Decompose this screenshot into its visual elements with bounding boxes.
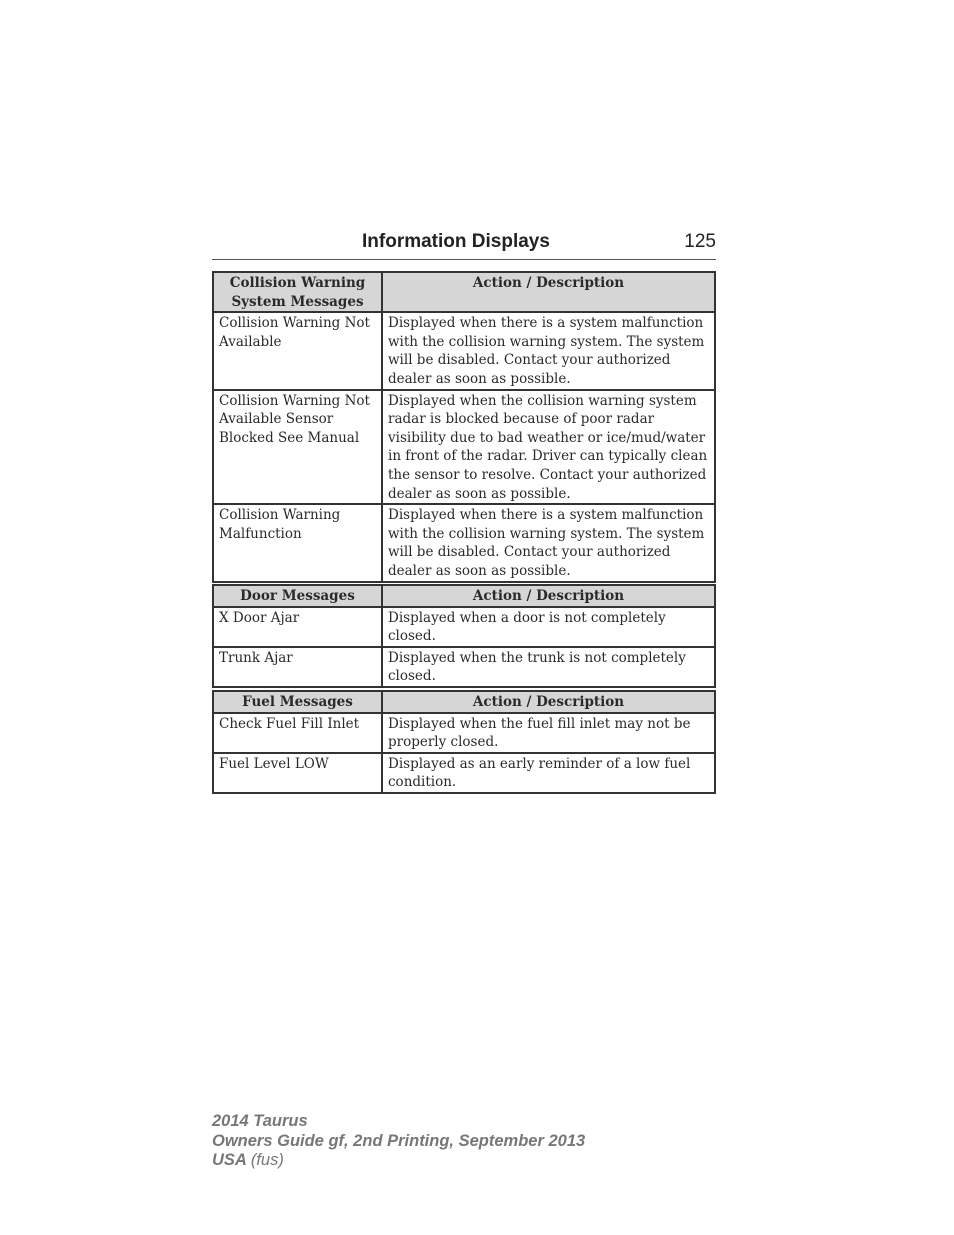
description-cell: Displayed as an early reminder of a low fuel condition.: [382, 753, 715, 793]
message-cell: X Door Ajar: [213, 607, 382, 647]
column-header-action: Action / Description: [382, 585, 715, 607]
footer-region-code: (fus): [250, 1151, 284, 1169]
table-row: [213, 607, 715, 647]
description-cell: Displayed when the trunk is not completely closed.: [382, 647, 715, 687]
footer-region: [212, 1151, 585, 1171]
message-cell: Fuel Level LOW: [213, 753, 382, 793]
column-header-action: Action / Description: [382, 691, 715, 713]
page-footer: [212, 1112, 585, 1171]
table-row: [213, 647, 715, 687]
table-row: [213, 390, 715, 505]
description-cell: Displayed when there is a system malfunction with the collision warning system. The system will be disabled. Contact your authorized dealer as soon as possible.: [382, 504, 715, 581]
message-cell: Collision Warning Not Available Sensor Blocked See Manual: [213, 390, 382, 505]
message-cell: Trunk Ajar: [213, 647, 382, 687]
message-cell: Collision Warning Not Available: [213, 312, 382, 389]
table-row: [213, 753, 715, 793]
table-header-row: [213, 585, 715, 607]
page-header: [212, 229, 716, 260]
footer-printing: Owners Guide gf, 2nd Printing, September 2013: [212, 1131, 586, 1150]
table-row: [213, 713, 715, 753]
collision-warning-table: [212, 271, 716, 583]
message-cell: Check Fuel Fill Inlet: [213, 713, 382, 753]
table-row: [213, 504, 715, 581]
fuel-messages-table: [212, 690, 716, 794]
description-cell: Displayed when the collision warning system radar is blocked because of poor radar visibility due to bad weather or ice/mud/water in front of the radar. Driver can typically clean the sensor to resolve. Contact your authorized dealer as soon as possible.: [382, 390, 715, 505]
description-cell: Displayed when a door is not completely closed.: [382, 607, 715, 647]
column-header-messages: Collision Warning System Messages: [213, 272, 382, 312]
footer-model: 2014 Taurus: [212, 1112, 308, 1130]
description-cell: Displayed when there is a system malfunction with the collision warning system. The system will be disabled. Contact your authorized dealer as soon as possible.: [382, 312, 715, 389]
page-number: 125: [684, 231, 716, 252]
table-header-row: [213, 272, 715, 312]
section-title: Information Displays: [362, 231, 550, 252]
door-messages-table: [212, 584, 716, 688]
table-row: [213, 312, 715, 389]
message-cell: Collision Warning Malfunction: [213, 504, 382, 581]
footer-region-name: USA: [212, 1151, 247, 1169]
table-header-row: [213, 691, 715, 713]
column-header-messages: Door Messages: [213, 585, 382, 607]
description-cell: Displayed when the fuel fill inlet may not be properly closed.: [382, 713, 715, 753]
column-header-messages: Fuel Messages: [213, 691, 382, 713]
column-header-action: Action / Description: [382, 272, 715, 312]
